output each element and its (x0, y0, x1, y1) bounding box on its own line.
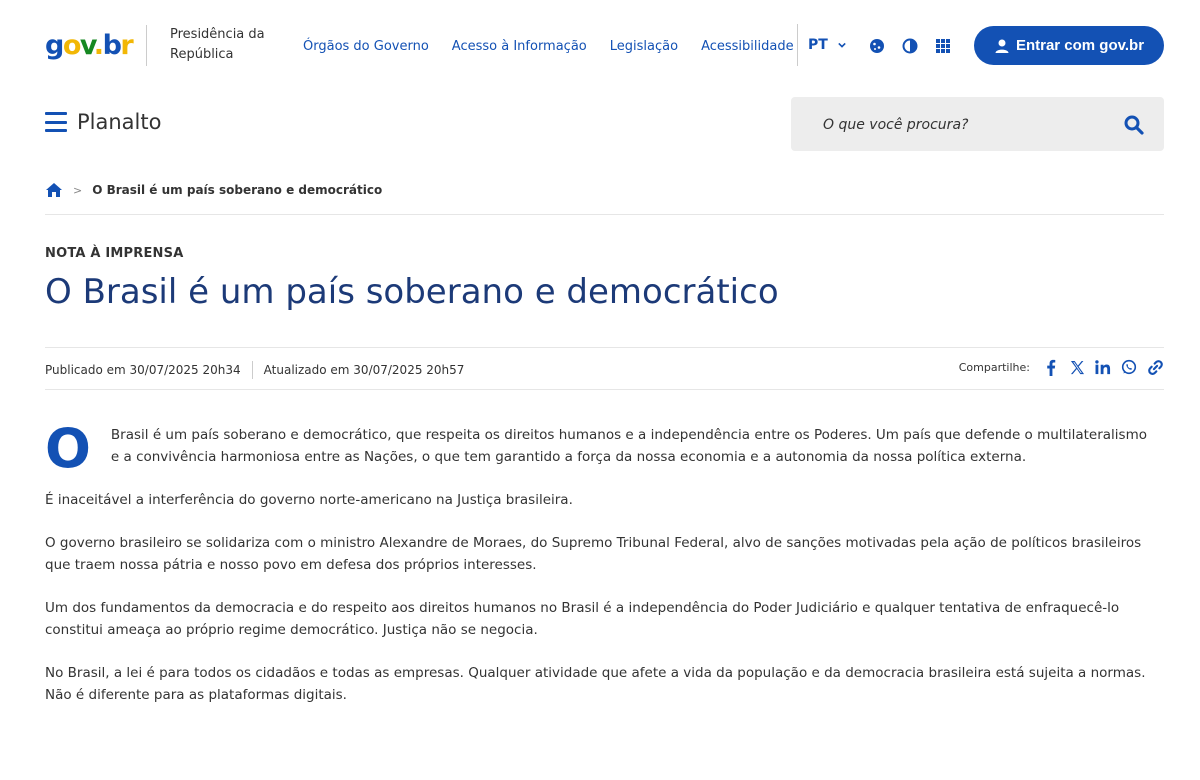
contrast-icon[interactable] (901, 37, 919, 55)
article-body (45, 417, 1155, 727)
share-bar (959, 358, 1164, 376)
publication-info (45, 361, 464, 379)
org-name: Presidência da República (170, 27, 265, 62)
chevron-down-icon (838, 41, 846, 49)
breadcrumb-current: O Brasil é um país soberano e democrático (92, 183, 383, 197)
top-navigation (303, 38, 794, 56)
language-selector[interactable] (808, 37, 846, 53)
nav-link-legislacao[interactable]: Legislação (609, 39, 679, 54)
login-button-label: Entrar com gov.br (1015, 37, 1145, 54)
divider (45, 389, 1164, 390)
date-divider (252, 361, 253, 379)
published-date: Publicado em 30/07/2025 20h34 (45, 363, 241, 377)
top-header (0, 0, 1200, 92)
site-title[interactable]: Planalto (77, 110, 162, 134)
breadcrumb (45, 182, 382, 198)
site-menu (45, 110, 161, 134)
language-label: PT (808, 37, 828, 53)
apps-grid-icon[interactable] (934, 37, 952, 55)
home-icon[interactable] (45, 182, 63, 198)
hamburger-icon[interactable] (45, 112, 67, 132)
divider (45, 214, 1164, 215)
nav-link-acessibilidade[interactable]: Acessibilidade (701, 39, 794, 54)
dropcap-letter: O (45, 417, 91, 480)
nav-divider (797, 24, 798, 66)
article-paragraph (45, 417, 1155, 480)
nav-link-orgaos[interactable]: Órgãos do Governo (303, 39, 429, 54)
search-icon[interactable] (1122, 113, 1146, 137)
login-govbr-button[interactable] (974, 26, 1164, 65)
linkedin-icon[interactable] (1094, 358, 1112, 376)
article-paragraph: Um dos fundamentos da democracia e do respeito aos direitos humanos no Brasil é a independência do Poder Judiciário e qualquer tentativa de enfraquecê-lo constitui ameaça ao próprio regime democrático. Justiça não se negocia. (45, 600, 1120, 638)
link-icon[interactable] (1146, 358, 1164, 376)
share-label: Compartilhe: (958, 360, 1030, 374)
whatsapp-icon[interactable] (1120, 358, 1138, 376)
breadcrumb-separator: > (73, 183, 83, 197)
user-icon (994, 38, 1010, 54)
article-kicker: NOTA À IMPRENSA (45, 246, 184, 261)
search-placeholder: O que você procura? (823, 117, 969, 133)
govbr-logo[interactable]: gov.br (45, 30, 133, 61)
updated-date: Atualizado em 30/07/2025 20h57 (263, 363, 465, 377)
article-paragraph-text: Brasil é um país soberano e democrático, que respeita os direitos humanos e a independência entre os Poderes. Um país que defende o multilateralismo e a convivência harmoniosa entre as Nações, o que tem garantido a força da nossa economia e a autonomia da nossa política externa. (110, 427, 1147, 465)
facebook-icon[interactable] (1042, 358, 1060, 376)
divider (45, 347, 1164, 348)
article-paragraph: É inaceitável a interferência do governo norte-americano na Justiça brasileira. (45, 492, 573, 508)
article-paragraph: O governo brasileiro se solidariza com o ministro Alexandre de Moraes, do Supremo Tribunal Federal, alvo de sanções motivadas pela ação de políticos brasileiros que traem nossa pátria e nosso povo em defesa dos próprios interesses. (45, 535, 1142, 573)
cookie-icon[interactable] (868, 37, 886, 55)
page-title: O Brasil é um país soberano e democrático (45, 272, 779, 312)
article-paragraph: No Brasil, a lei é para todos os cidadãos e todas as empresas. Qualquer atividade que afete a vida da população e da democracia brasileira está sujeita a normas. Não é diferente para as plataformas digitais. (45, 665, 1146, 703)
x-icon[interactable] (1068, 358, 1086, 376)
nav-link-acesso-informacao[interactable]: Acesso à Informação (451, 39, 587, 54)
logo-divider (146, 25, 147, 66)
